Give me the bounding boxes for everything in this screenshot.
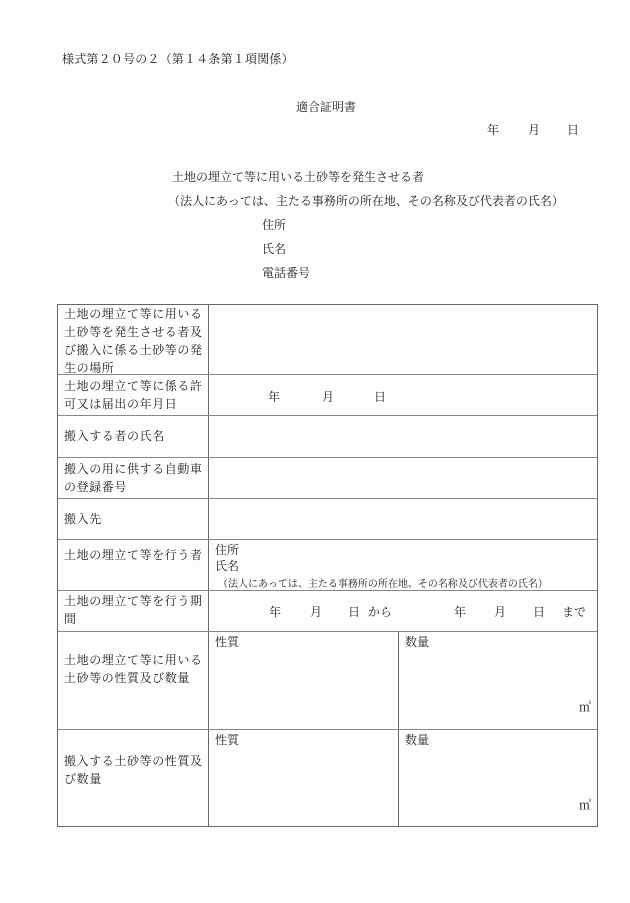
row-landfill-operator-label: 土地の埋立て等を行う者 — [64, 548, 203, 562]
period-from-day: 日 — [348, 605, 361, 619]
issue-date-month: 月 — [528, 123, 541, 137]
row-divider — [58, 590, 597, 591]
row-divider — [58, 415, 597, 416]
row-permit-date-label: 土地の埋立て等に係る許可又は届出の年月日 — [64, 379, 203, 411]
row-divider — [58, 498, 597, 499]
period-to-year: 年 — [454, 605, 467, 619]
transported-soil-unit: ㎥ — [579, 798, 592, 812]
row-destination-label: 搬入先 — [64, 512, 102, 526]
permit-date-year: 年 — [268, 390, 281, 404]
issue-date-year: 年 — [487, 123, 500, 137]
label-column-divider — [208, 305, 209, 826]
landfill-soil-quantity-label: 数量 — [405, 635, 430, 649]
source-location-field[interactable] — [210, 306, 596, 372]
form-number: 様式第２０号の２（第１４条第１項関係） — [62, 52, 294, 66]
landfill-soil-unit: ㎥ — [579, 700, 592, 714]
row-transported-soil-label: 搬入する土砂等の性質及び数量 — [64, 754, 203, 786]
row-divider — [58, 457, 597, 458]
landfill-soil-nature-label: 性質 — [215, 635, 240, 649]
row-divider — [58, 631, 597, 632]
issuer-name-label: 氏名 — [262, 242, 287, 256]
transported-soil-quantity-label: 数量 — [405, 733, 430, 747]
row-landfill-period-label: 土地の埋立て等を行う期間 — [64, 594, 203, 626]
transported-soil-nature-label: 性質 — [215, 733, 240, 747]
destination-field[interactable] — [210, 500, 596, 537]
certificate-table — [57, 304, 598, 827]
vehicle-registration-field[interactable] — [210, 459, 596, 496]
operator-name-label: 氏名 — [215, 559, 240, 573]
period-from-word: から — [368, 605, 393, 619]
row-divider — [58, 539, 597, 540]
issue-date-day: 日 — [567, 123, 580, 137]
row-transporter-name-label: 搬入する者の氏名 — [64, 429, 165, 443]
row-landfill-soil-label: 土地の埋立て等に用いる土砂等の性質及び数量 — [64, 653, 203, 685]
operator-note: （法人にあっては、主たる事務所の所在地、その名称及び代表者の氏名） — [218, 579, 548, 590]
permit-date-day: 日 — [374, 390, 387, 404]
row-divider — [58, 729, 597, 730]
permit-date-month: 月 — [322, 390, 335, 404]
period-to-month: 月 — [494, 605, 507, 619]
period-to-day: 日 — [533, 605, 546, 619]
row-source-location-label: 土地の埋立て等に用いる土砂等を発生させる者及び搬入に係る土砂等の発生の場所 — [64, 307, 203, 375]
period-from-year: 年 — [269, 605, 282, 619]
issuer-note: （法人にあっては、主たる事務所の所在地、その名称及び代表者の氏名） — [168, 194, 564, 208]
issuer-heading: 土地の埋立て等に用いる土砂等を発生させる者 — [172, 170, 425, 184]
period-from-month: 月 — [310, 605, 323, 619]
row-vehicle-registration-label: 搬入の用に供する自動車の登録番号 — [64, 462, 203, 494]
issuer-phone-label: 電話番号 — [262, 266, 311, 280]
document-title: 適合証明書 — [296, 100, 357, 114]
transporter-name-field[interactable] — [210, 417, 596, 455]
period-to-word: まで — [562, 605, 587, 619]
operator-address-label: 住所 — [215, 543, 240, 557]
issuer-address-label: 住所 — [262, 218, 287, 232]
